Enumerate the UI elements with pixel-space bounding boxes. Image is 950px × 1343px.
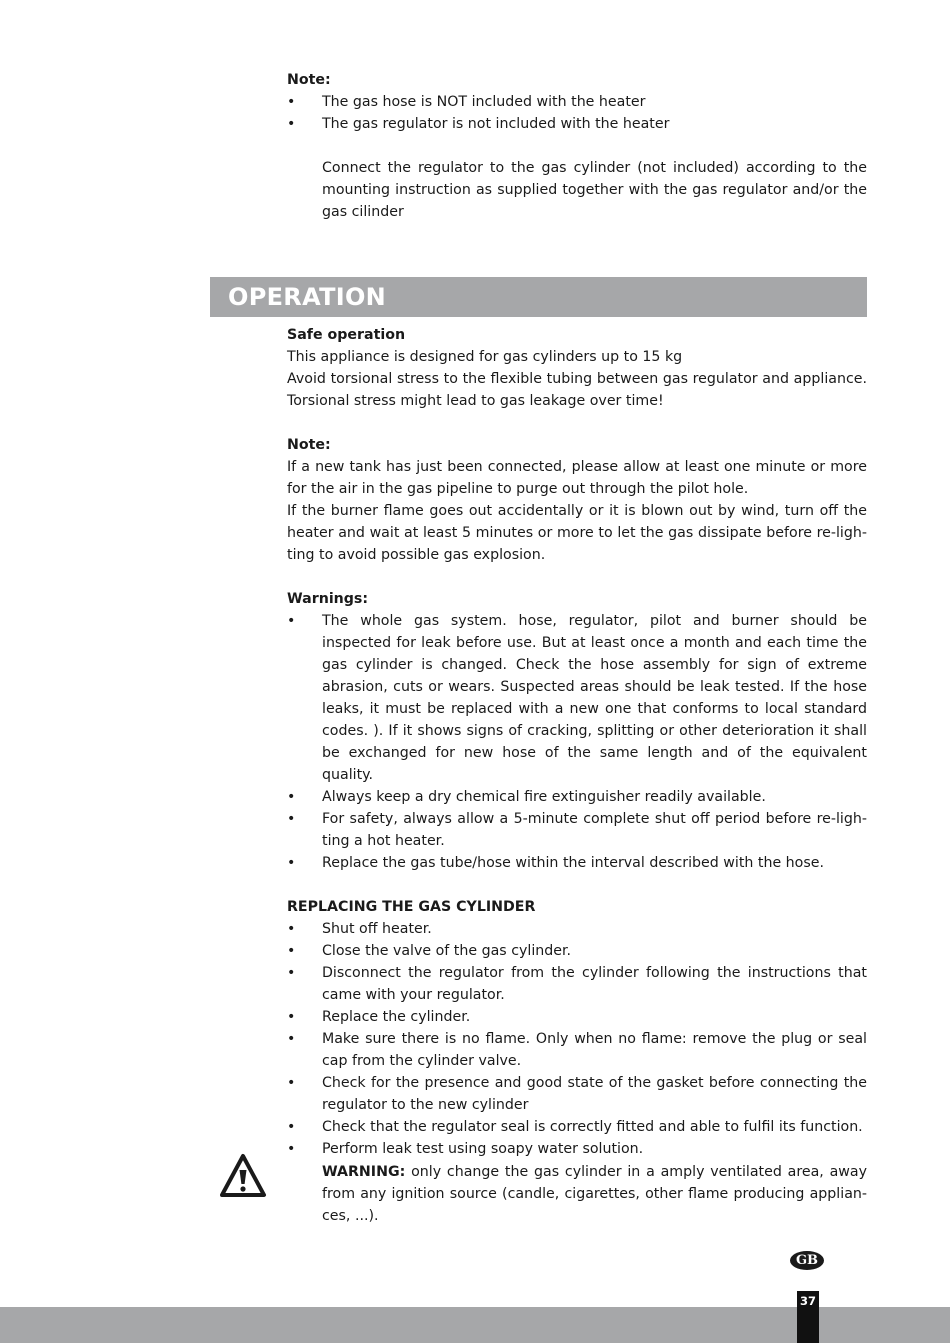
list-item: • Replace the cylinder. bbox=[287, 1006, 867, 1028]
list-item: • Replace the gas tube/hose within the interval described with the hose. bbox=[287, 852, 867, 874]
safe-operation-line: Avoid torsional stress to the flexible tubing between gas regulator and appliance. Torsional stress might lead to gas leakage over time! bbox=[287, 371, 867, 409]
list-item: • Shut off heater. bbox=[287, 918, 867, 940]
safe-operation-heading: Safe operation bbox=[287, 327, 406, 343]
top-note-heading: Note: bbox=[287, 72, 331, 88]
list-item: • The gas regulator is not included with the heater bbox=[287, 113, 867, 135]
replacing-heading: REPLACING THE GAS CYLINDER bbox=[287, 899, 536, 915]
safe-operation-line: This appliance is designed for gas cylinders up to 15 kg bbox=[287, 349, 683, 365]
list-item: • Disconnect the regulator from the cylinder following the instructions that came with your regulator. bbox=[287, 962, 867, 1006]
list-item: • For safety, always allow a 5-minute complete shut off period before re-ligh-ting a hot heater. bbox=[287, 808, 867, 852]
warning-triangle-icon bbox=[219, 1153, 267, 1198]
operation-note-paragraph: If the burner flame goes out accidentally or it is blown out by wind, turn off the heater and wait at least 5 minutes or more to let the gas dissipate before re-ligh-ting to avoid possible gas explosion. bbox=[287, 503, 867, 563]
operation-note-paragraph: If a new tank has just been connected, please allow at least one minute or more for the air in the gas pipeline to purge out through the pilot hole. bbox=[287, 459, 867, 497]
list-item: • Check that the regulator seal is correctly fitted and able to fulfil its function. bbox=[287, 1116, 867, 1138]
list-item: • Check for the presence and good state of the gasket before connecting the regulator to the new cylinder bbox=[287, 1072, 867, 1116]
list-item: • Close the valve of the gas cylinder. bbox=[287, 940, 867, 962]
top-note-list bbox=[287, 91, 867, 135]
list-item: • The whole gas system. hose, regulator, pilot and burner should be inspected for leak before use. But at least once a month and each time the gas cylinder is changed. Check the hose assembly for sign of extreme abrasion, cuts or wears. Suspected areas should be leak tested. If the hose leaks, it must be replaced with a new one that conforms to local standard codes. ). If it shows signs of cracking, splitting or other deterioration it shall be exchanged for new hose of the same length and of the equivalent quality. bbox=[287, 610, 867, 786]
warnings-heading: Warnings: bbox=[287, 591, 369, 607]
warning-text: only change the gas cylinder in a amply ventilated area, away from any ignition source (candle, cigarettes, other flame producing applian-ces, ...). bbox=[322, 1164, 867, 1224]
page-number: 37 bbox=[797, 1291, 819, 1343]
language-badge: GB bbox=[790, 1251, 824, 1270]
top-note-section bbox=[287, 69, 867, 223]
section-heading-bar bbox=[210, 277, 867, 317]
section-title: OPERATION bbox=[228, 283, 387, 311]
replacing-list bbox=[287, 918, 867, 1160]
warning-paragraph bbox=[322, 1161, 867, 1227]
operation-note-heading: Note: bbox=[287, 437, 331, 453]
top-note-paragraph: Connect the regulator to the gas cylinder (not included) according to the mounting instruction as supplied together with the gas regulator and/or the gas cilinder bbox=[322, 160, 867, 220]
warnings-list bbox=[287, 610, 867, 874]
list-item: • The gas hose is NOT included with the heater bbox=[287, 91, 867, 113]
list-item: • Make sure there is no flame. Only when no flame: remove the plug or seal cap from the cylinder valve. bbox=[287, 1028, 867, 1072]
list-item: • Perform leak test using soapy water solution. bbox=[287, 1138, 867, 1160]
operation-section bbox=[287, 324, 867, 1160]
warning-label: WARNING: bbox=[322, 1164, 406, 1180]
list-item: • Always keep a dry chemical fire extinguisher readily available. bbox=[287, 786, 867, 808]
